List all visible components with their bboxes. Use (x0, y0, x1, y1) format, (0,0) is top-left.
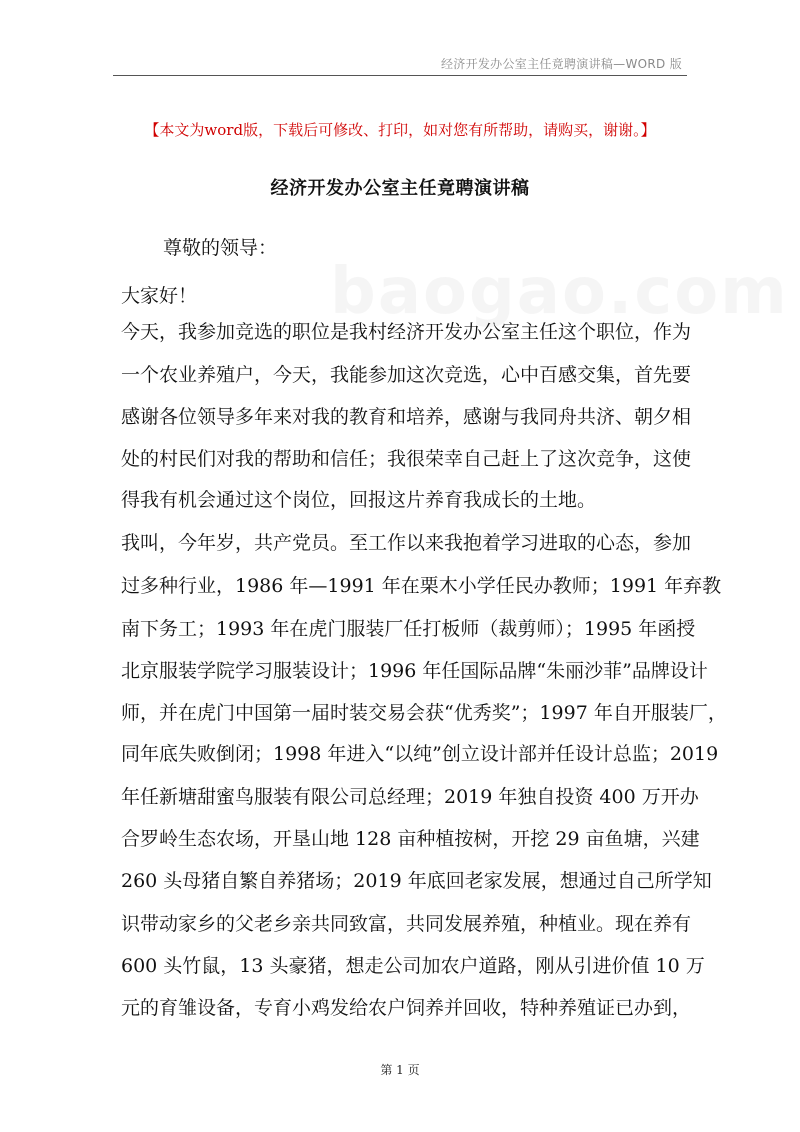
watermark-logo (330, 255, 789, 329)
body-line: 过多种行业，1986 年—1991 年在栗木小学任民办教师；1991 年弃教 (121, 575, 722, 597)
body-line: 同年底失败倒闭；1998 年进入“以纯”创立设计部并任设计总监；2019 (121, 743, 719, 765)
page-number: 第 1 页 (380, 1063, 420, 1077)
purchase-notice: 【本文为word版，下载后可修改、打印，如对您有所帮助，请购买，谢谢。】 (144, 121, 656, 139)
document-title: 经济开发办公室主任竟聘演讲稿 (270, 178, 530, 199)
body-line: 得我有机会通过这个岗位，回报这片养育我成长的土地。 (121, 489, 597, 511)
body-line: 一个农业养殖户，今天，我能参加这次竞选，心中百感交集，首先要 (121, 364, 692, 386)
body-line: 今天，我参加竞选的职位是我村经济开发办公室主任这个职位，作为 (121, 321, 692, 343)
body-line: 年任新塘甜蜜鸟服装有限公司总经理；2019 年独自投资 400 万开办 (121, 786, 699, 808)
body-line: 我叫，今年岁，共产党员。至工作以来我抱着学习进取的心态，参加 (121, 532, 692, 554)
body-line: 处的村民们对我的帮助和信任；我很荣幸自己赶上了这次竞争，这使 (121, 448, 692, 470)
running-header: 经济开发办公室主任竟聘演讲稿—WORD 版 (440, 57, 682, 71)
body-line: 感谢各位领导多年来对我的教育和培养，感谢与我同舟共济、朝夕相 (121, 406, 692, 428)
body-line: 600 头竹鼠，13 头豪猪，想走公司加农户道路，刚从引进价值 10 万 (121, 955, 705, 977)
body-line: 260 头母猪自繁自养猪场；2019 年底回老家发展，想通过自己所学知 (121, 870, 712, 892)
body-line: 南下务工；1993 年在虎门服装厂任打板师（裁剪师）；1995 年函授 (121, 618, 696, 640)
body-line: 识带动家乡的父老乡亲共同致富，共同发展养殖，种植业。现在养有 (121, 913, 692, 935)
greeting: 大家好！ (121, 285, 198, 307)
body-line: 师，并在虎门中国第一届时装交易会获“优秀奖”；1997 年自开服装厂， (121, 702, 727, 724)
body-line: 元的育雏设备，专育小鸡发给农户饲养并回收，特种养殖证已办到， (121, 997, 692, 1019)
salutation: 尊敬的领导： (163, 237, 278, 259)
header-divider (113, 75, 687, 76)
body-line: 合罗岭生态农场，开垦山地 128 亩种植按树，开挖 29 亩鱼塘，兴建 (121, 828, 700, 850)
body-line: 北京服装学院学习服装设计；1996 年任国际品牌“朱丽沙菲”品牌设计 (121, 660, 708, 682)
